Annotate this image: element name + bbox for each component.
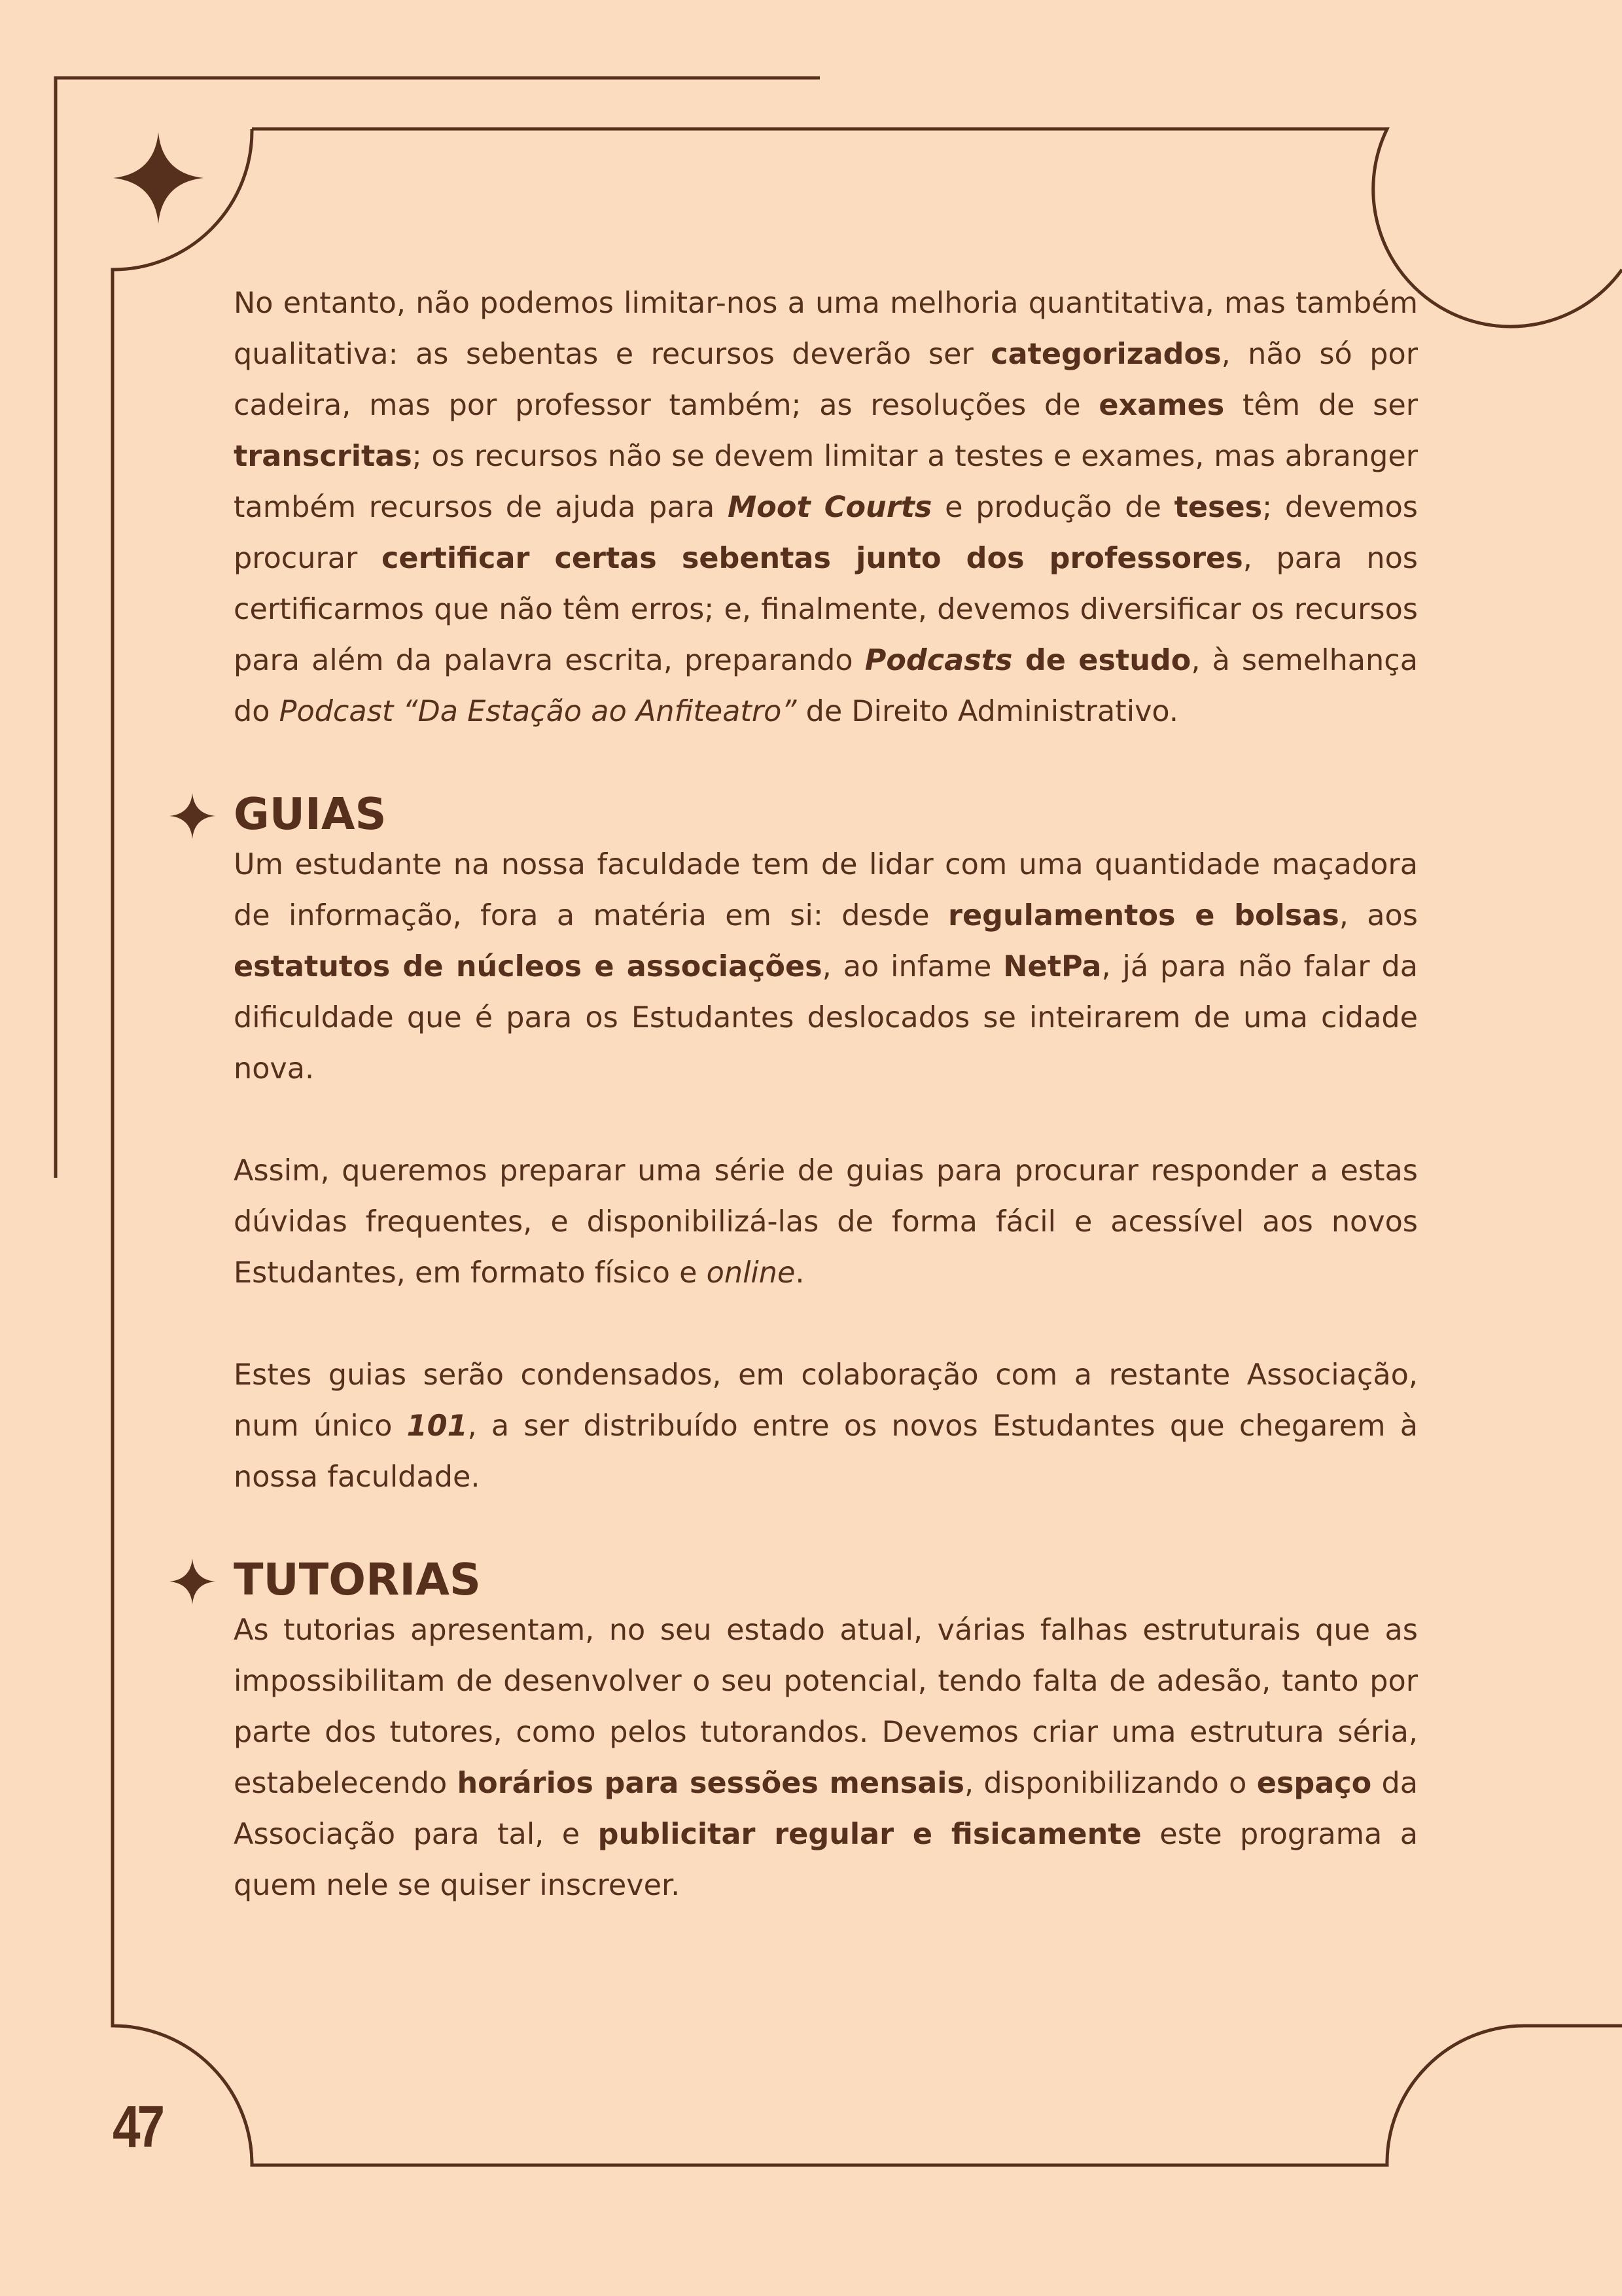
guias-paragraph-3: Estes guias serão condensados, em colaboração com a restante Associação, num único 101, a ser distribuído entre os novos Estudantes que chegarem à nossa faculdade. [234,1358,1418,1494]
guias-paragraph-1: Um estudante na nossa faculdade tem de lidar com uma quantidade maçadora de informação, fora a matéria em si: desde regulamentos e bolsas, aos estatutos de núcleos e associações, ao infame NetPa, já para não falar da dificuldade que é para os Estudantes deslocados se inteirarem de uma cidade nova. [234,848,1418,1086]
sparkle-bullet-icon [168,792,217,840]
guias-paragraph-2: Assim, queremos preparar uma série de guias para procurar responder a estas dúvidas frequentes, e disponibilizá-las de forma fácil e acessível aos novos Estudantes, em formato físico e online. [234,1154,1418,1290]
sparkle-bullet-icon [168,1557,217,1606]
tutorias-paragraph-1: As tutorias apresentam, no seu estado atual, várias falhas estruturais que as impossibilitam de desenvolver o seu potencial, tendo falta de adesão, tanto por parte dos tutores, como pelos tutorandos. Devemos criar uma estrutura séria, estabelecendo horários para sessões mensais, disponibilizando o espaço da Associação para tal, e publicitar regular e fisicamente este programa a quem nele se quiser inscrever. [234,1614,1418,1902]
page-number: 47 [113,2094,162,2160]
main-content [234,278,1418,1911]
section-heading-guias: GUIAS [234,788,1418,839]
sparkle-icon [113,132,203,224]
intro-paragraph: No entanto, não podemos limitar-nos a uma melhoria quantitativa, mas também qualitativa: as sebentas e recursos deverão ser categorizados, não só por cadeira, mas por professor também; as resoluções de exames têm de ser transcritas; os recursos não se devem limitar a testes e exames, mas abranger também recursos de ajuda para Moot Courts e produção de teses; devemos procurar certificar certas sebentas junto dos professores, para nos certificarmos que não têm erros; e, finalmente, devemos diversificar os recursos para além da palavra escrita, preparando Podcasts de estudo, à semelhança do Podcast “Da Estação ao Anfiteatro” de Direito Administrativo. [234,287,1418,728]
section-heading-tutorias: TUTORIAS [234,1554,1418,1605]
